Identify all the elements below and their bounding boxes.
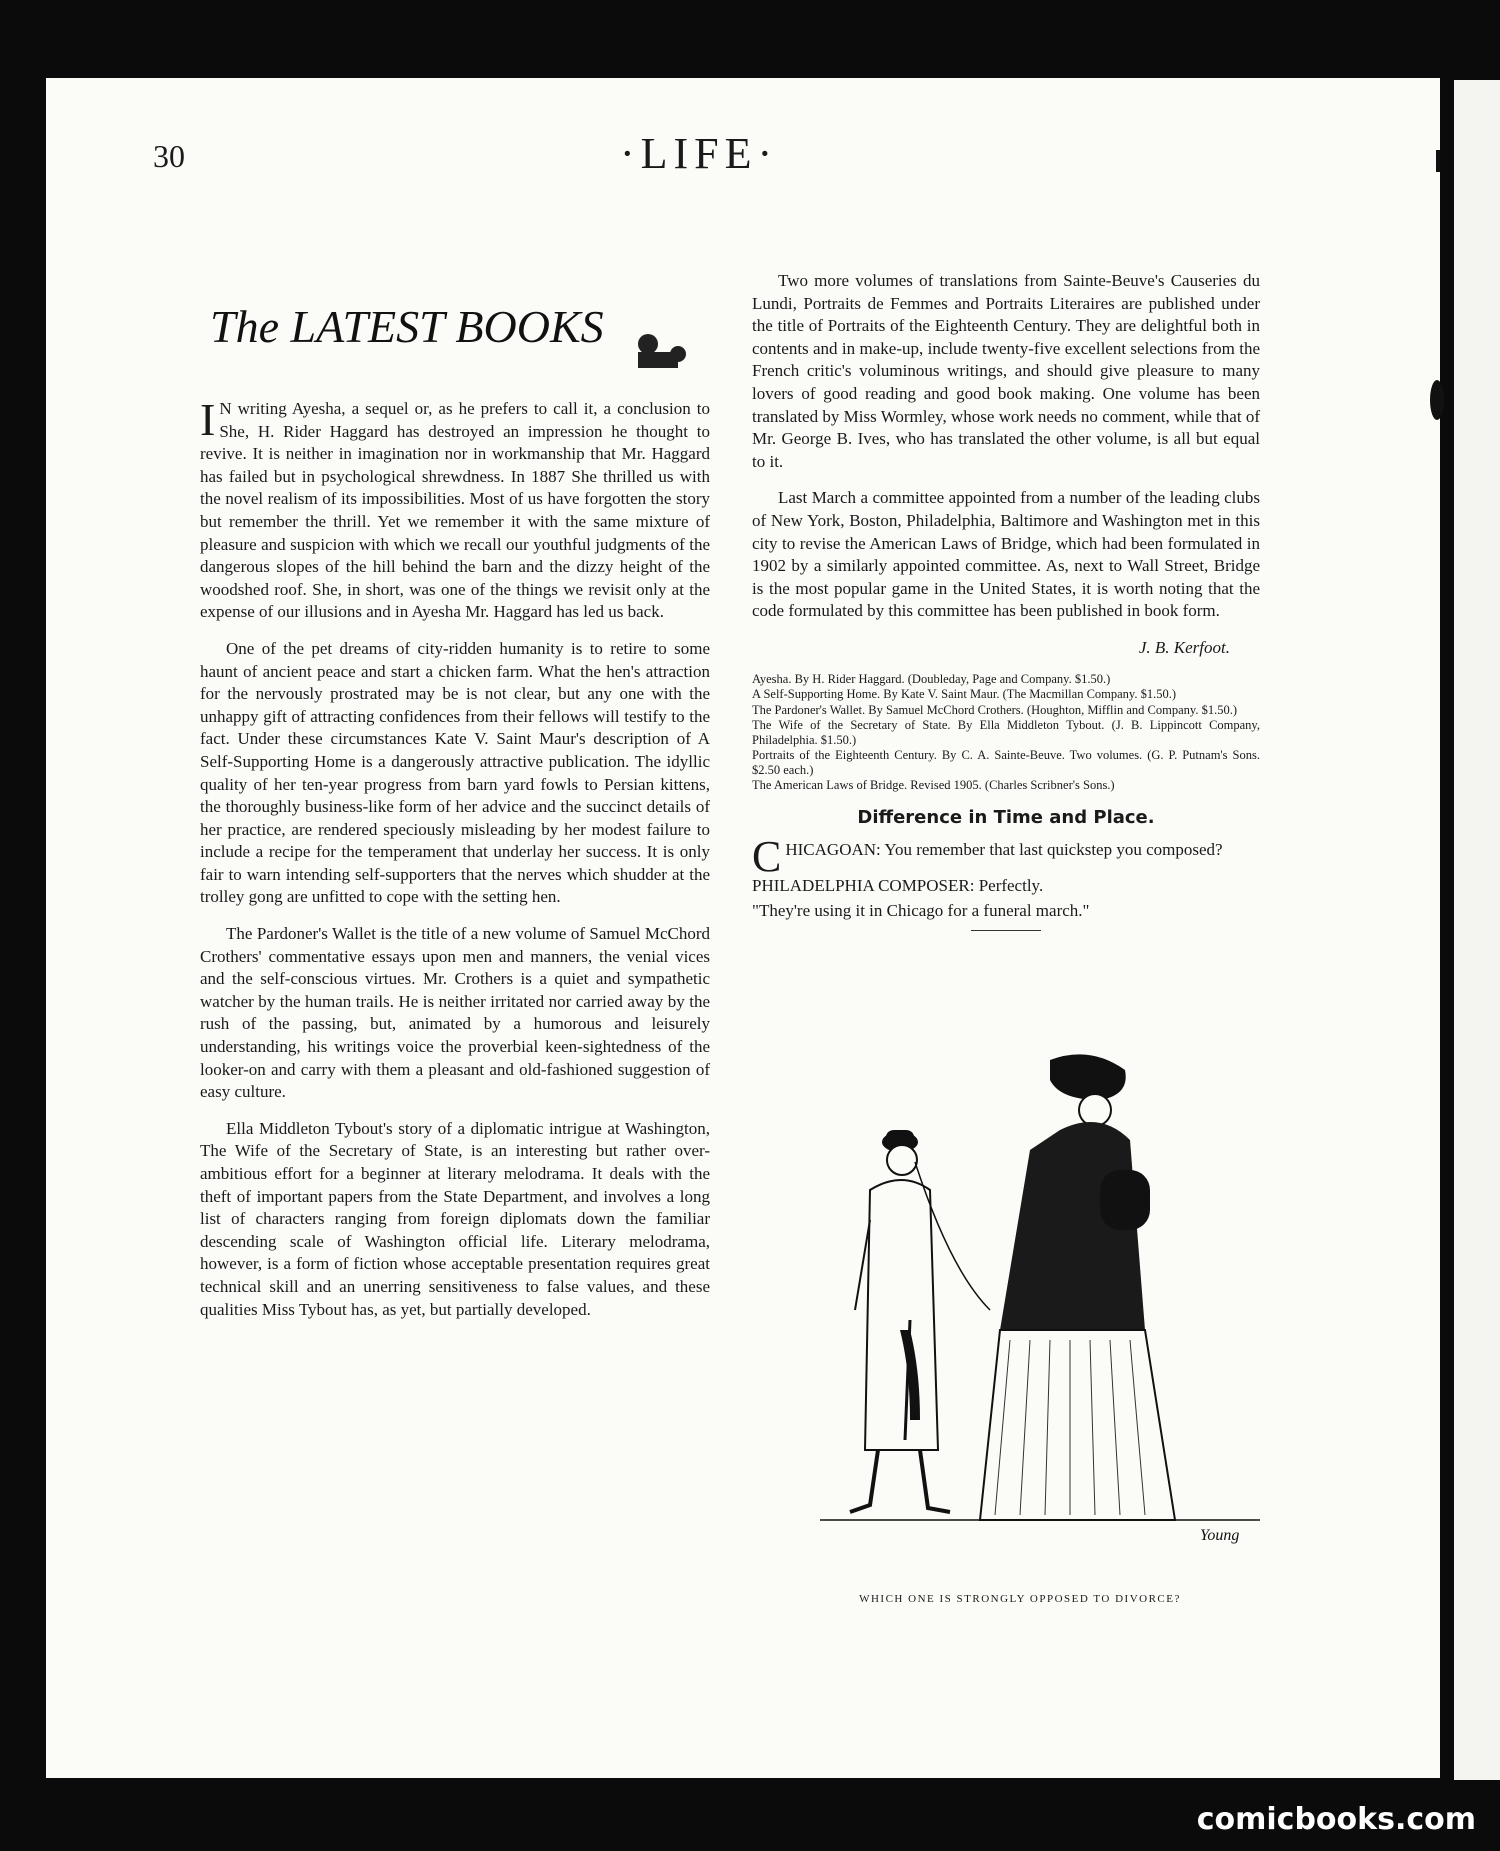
article-paragraph: Last March a committee appointed from a number of the leading clubs of New York, Boston, Philadelphia, Baltimore and Washington met in this city to revise the American Laws of Bridge, which had been formulated in 1902 by a similarly appointed committee. As, next to Wall Street, Bridge is the most popular game in the United States, it is worth noting that the code formulated by this committee has been published in book form. <box>752 488 1260 621</box>
left-column <box>200 394 710 1335</box>
bibliography-item: The Wife of the Secretary of State. By Ella Middleton Tybout. (J. B. Lippincott Company, Philadelphia. $1.50.) <box>752 718 1260 747</box>
binding-mark <box>1430 380 1444 420</box>
bibliography-item: The American Laws of Bridge. Revised 1905. (Charles Scribner's Sons.) <box>752 778 1115 792</box>
article-paragraph: The Pardoner's Wallet is the title of a new volume of Samuel McChord Crothers' commentative essays upon men and manners, the venial vices and the self-conscious virtues. Mr. Crothers is a quiet and sympathetic watcher by the human trails. He is neither irritated nor carried away by the rush of the passing, but, animated by a humorous and leisurely understanding, his writings voice the proverbial keen-sightedness of the looker-on and carry with them a pleasant and old-fashioned suggestion of easy culture. <box>200 924 710 1102</box>
right-column <box>752 270 1260 931</box>
author-signature: J. B. Kerfoot. <box>1138 637 1230 657</box>
next-page-edge <box>1440 60 1500 1800</box>
article-paragraph: Ella Middleton Tybout's story of a diplomatic intrigue at Washington, The Wife of the Secretary of State, is an interesting but rather over-ambitious effort for a beginner at literary melodrama. It deals with the theft of important papers from the State Department, and involves a long list of characters ranging from foreign diplomats down the familiar descending scale of Washington official life. Literary melodrama, however, is a form of fiction whose acceptable presentation requires great technical skill and an unerring sensitiveness to false values, and these qualities Miss Tybout has, as yet, but partially developed. <box>200 1118 710 1319</box>
header-art-lettering: The LATEST BOOKS <box>210 301 604 352</box>
joke-line: PHILADELPHIA COMPOSER: Perfectly. <box>752 876 1044 896</box>
cartoon-illustration <box>760 1050 1280 1570</box>
masthead-title: ·LIFE· <box>620 129 779 178</box>
latest-books-header-art <box>208 284 698 374</box>
cartoon-signature: Young <box>1200 1527 1240 1544</box>
article-paragraph: Two more volumes of translations from Sainte-Beuve's Causeries du Lundi, Portraits de Femmes and Portraits Literaires are published under the title of Portraits of the Eighteenth Century. They are delightful both in contents and in make-up, include twenty-five excellent selections from the French critic's voluminous writings, and should give pleasure to many lovers of good reading and good book making. One volume has been translated by Miss Wormley, whose work needs no comment, while that of Mr. George B. Ives, who has translated the other volume, is all but equal to it. <box>752 271 1260 471</box>
watermark: comicbooks.com <box>1196 1802 1476 1837</box>
bibliography-list <box>752 672 1260 793</box>
page-number: 30 <box>153 138 185 174</box>
bibliography-item: A Self-Supporting Home. By Kate V. Saint Maur. (The Macmillan Company. $1.50.) <box>752 687 1177 701</box>
cartoon-caption: WHICH ONE IS STRONGLY OPPOSED TO DIVORCE? <box>859 1593 1181 1605</box>
joke-line: CHICAGOAN: You remember that last quickstep you composed? <box>752 832 1223 882</box>
joke-title: Difference in Time and Place. <box>857 806 1155 828</box>
bibliography-item: Portraits of the Eighteenth Century. By C. A. Sainte-Beuve. Two volumes. (G. P. Putnam's Sons. $2.50 each.) <box>752 748 1260 777</box>
joke-drop-cap: C <box>752 832 782 882</box>
bibliography-item: Ayesha. By H. Rider Haggard. (Doubleday, Page and Company. $1.50.) <box>752 671 1111 686</box>
drop-cap: I <box>200 394 216 445</box>
binding-mark <box>1436 150 1440 172</box>
divider-rule <box>971 930 1041 931</box>
article-paragraph: One of the pet dreams of city-ridden humanity is to retire to some haunt of ancient peace and start a chicken farm. What the hen's attraction for the nervously prostrated may be is not clear, but any one with the unhappy gift of attracting confidences from their fellows will testify to the fact. Under these circumstances Kate V. Saint Maur's description of A Self-Supporting Home is a dangerously attractive publication. The idyllic quality of her ten-year progress from barn yard fowls to Persian kittens, the thoroughly business-like form of her advice and the succinct details of her practice, are rendered speciously misleading by her modest failure to include a recipe for the temperament that underlay her success. It is only fair to warn intending self-supporters that the nerves which shudder at the trolley gong are unfitted to cope with the setting hen. <box>200 638 710 907</box>
article-paragraph: I N writing Ayesha, a sequel or, as he prefers to call it, a conclusion to She, H. Rider Haggard has destroyed an impression he thought to revive. It is neither in imagination nor in workmanship that Mr. Haggard has failed but in psychological shrewdness. In 1887 She thrilled us with the novel realism of its impossibilities. Most of us have forgotten the story but remember the thrill. Yet we remember it with the same mixture of pleasure and suspicion with which we recall our youthful judgments of the dangerous slopes of the hill behind the barn and the dizzy height of the woodshed roof. She, in short, was one of the things we revisit only at the expense of our illusions and in Ayesha Mr. Haggard has led us back. <box>200 394 710 622</box>
joke-line: "They're using it in Chicago for a funeral march." <box>752 900 1090 920</box>
bibliography-item: The Pardoner's Wallet. By Samuel McChord Crothers. (Houghton, Mifflin and Company. $1.50.) <box>752 702 1237 717</box>
